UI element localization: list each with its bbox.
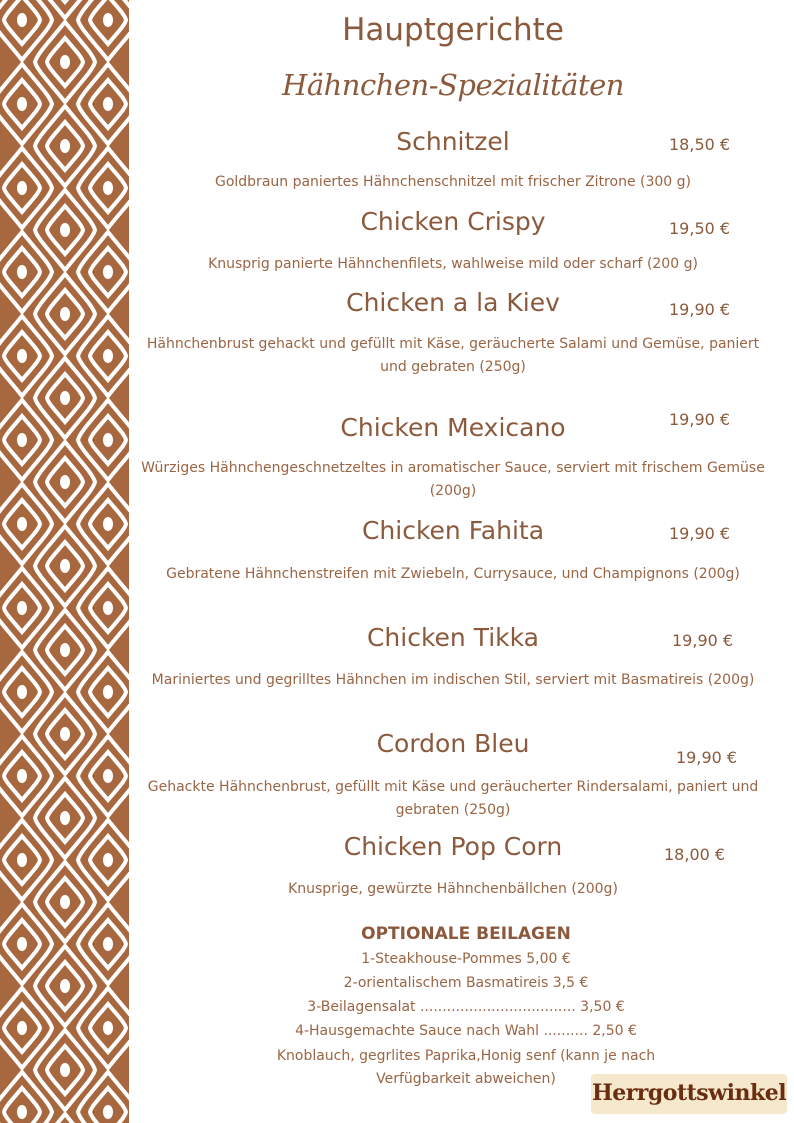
dish-price: 19,90 € <box>669 524 731 543</box>
dish-name: Schnitzel <box>396 127 510 156</box>
dish-price: 19,90 € <box>669 410 731 429</box>
side-item: 3-Beilagensalat ................................... 3,50 € <box>307 999 625 1015</box>
dish-name: Chicken Tikka <box>366 623 540 652</box>
sides-title: OPTIONALE BEILAGEN <box>361 924 571 944</box>
dish-name: Chicken Mexicano <box>340 413 566 442</box>
dish-name: Chicken Crispy <box>360 207 546 236</box>
side-item: 4-Hausgemachte Sauce nach Wahl .......... 2,50 € <box>295 1023 637 1039</box>
dish-name: Chicken Pop Corn <box>343 832 563 861</box>
dish-name: Cordon Bleu <box>376 729 530 758</box>
dish-price: 19,90 € <box>669 300 731 319</box>
dish-description: Hähnchenbrust gehackt und gefüllt mit Käse, geräucherte Salami und Gemüse, paniert und gebraten (250g) <box>146 336 760 375</box>
section-subtitle: Hähnchen-Spezialitäten <box>282 68 624 102</box>
restaurant-logo <box>591 1074 787 1114</box>
logo-text: Herrgottswinkel <box>591 1080 787 1106</box>
side-item: 2-orientalischem Basmatireis 3,5 € <box>343 975 589 991</box>
dish-price: 18,50 € <box>669 135 731 154</box>
decorative-pattern-strip <box>0 0 129 1123</box>
side-item: 1-Steakhouse-Pommes 5,00 € <box>361 951 571 967</box>
dish-price: 18,00 € <box>664 845 726 864</box>
dish-name: Chicken a la Kiev <box>346 288 560 317</box>
dish-description: Gebratene Hähnchenstreifen mit Zwiebeln, Currysauce, und Champignons (200g) <box>166 566 740 582</box>
dish-price: 19,50 € <box>669 219 731 238</box>
dish-name: Chicken Fahita <box>361 516 545 545</box>
dish-description: Würziges Hähnchengeschnetzeltes in aromatischer Sauce, serviert mit frischem Gemüse (200g) <box>141 460 765 499</box>
page-title: Hauptgerichte <box>342 12 564 48</box>
dish-price: 19,90 € <box>676 748 738 767</box>
menu-content <box>129 0 794 1123</box>
dish-description: Mariniertes und gegrilltes Hähnchen im indischen Stil, serviert mit Basmatireis (200g) <box>151 672 755 688</box>
dish-description: Knusprig panierte Hähnchenfilets, wahlweise mild oder scharf (200 g) <box>208 256 698 272</box>
dish-price: 19,90 € <box>672 631 734 650</box>
dish-description: Gehackte Hähnchenbrust, gefüllt mit Käse und geräucherter Rindersalami, paniert und gebraten (250g) <box>147 779 759 818</box>
dish-description: Knusprige, gewürzte Hähnchenbällchen (200g) <box>288 881 618 897</box>
sides-note: Knoblauch, gegrlites Paprika,Honig senf (kann je nach Verfügbarkeit abweichen) <box>276 1048 656 1087</box>
dish-description: Goldbraun paniertes Hähnchenschnitzel mit frischer Zitrone (300 g) <box>214 174 691 190</box>
